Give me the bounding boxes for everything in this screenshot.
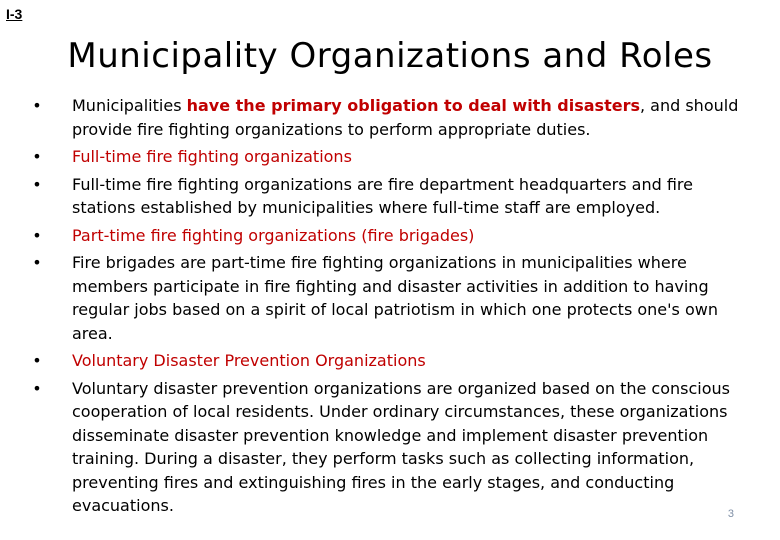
slide-title: Municipality Organizations and Roles — [67, 36, 713, 76]
bullet-marker: • — [32, 351, 42, 370]
bullet-marker: • — [32, 253, 42, 272]
bullet-text: Full-time fire fighting organizations are fire department headquarters and fire stations established by municipalities where full-time staff are employed. — [72, 174, 693, 217]
bullet-marker: • — [32, 174, 42, 194]
bullet-heading-parttime — [30, 224, 740, 248]
bullet-text: Fire brigades are part-time fire fighting organizations in municipalities where members participate in fire fighting and disaster activities in addition to having regular jobs based on a spirit of local patriotism in which one protects one's own area. — [72, 253, 718, 343]
bullet-marker: • — [32, 225, 42, 245]
bullet-obligation — [30, 94, 740, 141]
bullet-heading-voluntary — [30, 349, 740, 373]
bullet-heading-text: Full-time fire fighting organizations — [72, 147, 352, 166]
bullet-text-pre: Municipalities — [72, 96, 187, 115]
bullet-heading-text: Part-time fire fighting organizations (fire brigades) — [72, 225, 475, 245]
bullet-heading-fulltime — [30, 145, 740, 169]
bullet-highlight: have the primary obligation to deal with disasters — [186, 96, 640, 115]
section-tag: I-3 — [6, 6, 23, 22]
bullet-fulltime-desc — [30, 173, 740, 220]
bullet-list — [30, 94, 740, 522]
bullet-heading-text: Voluntary Disaster Prevention Organizations — [72, 351, 426, 370]
page-number: 3 — [727, 508, 734, 520]
bullet-marker: • — [32, 96, 42, 115]
bullet-voluntary-desc — [30, 377, 740, 518]
bullet-marker: • — [32, 147, 42, 166]
bullet-marker: • — [32, 378, 42, 398]
bullet-text: Voluntary disaster prevention organizations are organized based on the conscious cooperation of local residents. Under ordinary circumstances, these organizations disseminate disaster prevention knowledge and implement disaster prevention training. During a disaster, they perform tasks such as collecting information, preventing fires and extinguishing fires in the early stages, and conducting evacuations. — [72, 378, 730, 515]
bullet-text-post: , and should provide fire fighting organizations to perform appropriate duties. — [72, 96, 739, 139]
bullet-parttime-desc — [30, 251, 740, 345]
